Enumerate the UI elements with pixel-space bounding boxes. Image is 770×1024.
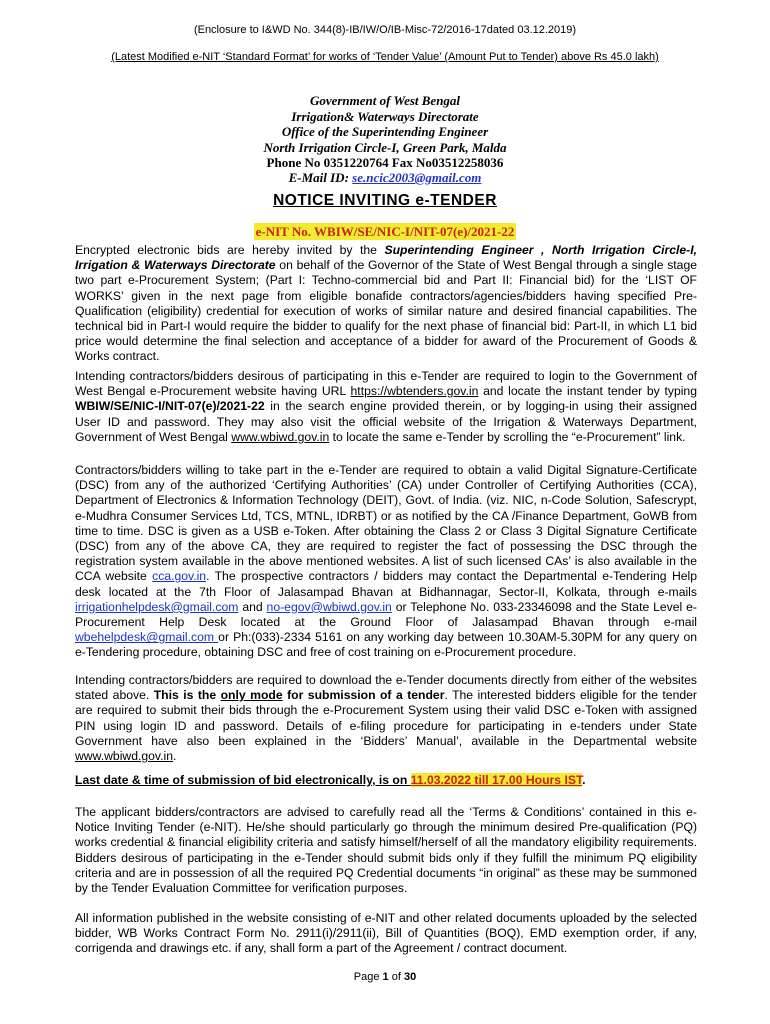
circle-address-line: North Irrigation Circle-I, Green Park, Malda (263, 140, 507, 155)
last-date-label: Last date & time of submission of bid electronically, is on (75, 773, 411, 787)
directorate-line: Irrigation& Waterways Directorate (291, 109, 479, 124)
p2-text-b: and locate the instant tender by typing (478, 384, 697, 399)
irrigation-helpdesk-email[interactable]: irrigationhelpdesk@gmail.com (75, 599, 239, 614)
p3-text-a: Contractors/bidders willing to take part in the e-Tender are required to obtain a valid Digital Signature-Certificate (DSC) from any of the authorized ‘Certifying Authorities’ (CA) under Controller of Certifying Authorities (CCA), Department of Electronics & Information Technology (DEIT), Govt. of India. (viz. NIC, n-Code Solution, Safescrypt, e-Mudhra Consumer Services Ltd, TCS, MTNL, IDRBT) or as notified by the CA /Finance Department, GoWB from time to time. DSC is given as a USB e-Token. After obtaining the Class 2 or Class 3 Digital Signature Certificate (DSC) from any of the above CA, they are required to register the fact of possessing the DSC through the registration system available in the above mentioned websites. A list of such licensed CAs’ is also available in the CCA website (75, 463, 697, 584)
p4-bold-b: for submission of a tender (282, 688, 445, 703)
p4-only-mode: only mode (220, 688, 283, 703)
p4-text-d: . (173, 749, 177, 764)
p2-text-a: Intending contractors/bidders desirous of participating in this e-Tender are required to login to the Government of West Bengal e-Procurement website having URL (75, 369, 697, 399)
wbiwd-link-2[interactable]: www.wbiwd.gov.in (75, 749, 173, 764)
last-date-line (75, 773, 697, 788)
paragraph-terms: The applicant bidders/contractors are advised to carefully read all the ‘Terms & Conditions’ contained in this e-Notice Inviting Tender (e-NIT). He/she should particularly go through the minimum desired Pre-qualification (PQ) works credential & financial eligibility criteria and satisfy himself/herself of all the mandatory eligibility requirements. Bidders desirous of participating in the e-Tender should submit bids only if they fulfill the minimum PQ eligibility criteria and are in possession of all the required PQ Credential documents “in original” as these may be summoned by the Tender Evaluation Committee for verification purposes. (75, 805, 697, 896)
p3-text-c: and (238, 599, 267, 614)
last-date-value: 11.03.2022 till 17.00 Hours IST (410, 773, 583, 787)
wbiwd-link[interactable]: www.wbiwd.gov.in (231, 429, 330, 444)
p1-issuer: Superintending Engineer , North Irrigation Circle-I, Irrigation & Waterways Directorate (75, 243, 697, 273)
govt-line: Government of West Bengal (309, 93, 461, 108)
p2-text-c: in the search engine provided therein, or by logging-in using their assigned User ID and password. They may also visit the official website of the Irrigation & Waterways Department, Government of West Bengal (75, 399, 697, 444)
p3-text-d: or Telephone No. 033-23346098 and the State Level e-Procurement Help Desk located at the Ground Floor of Jalasampad Bhavan through e-mail (75, 599, 697, 630)
email-line (0, 170, 770, 186)
cca-link[interactable]: cca.gov.in (152, 569, 207, 584)
p4-text-a: Intending contractors/bidders are required to download the e-Tender documents directly from either of the websites stated above. (75, 673, 697, 703)
email-link[interactable]: se.ncic2003@gmail.com (352, 170, 482, 185)
notice-title: NOTICE INVITING e-TENDER (273, 192, 497, 209)
tender-id: WBIW/SE/NIC-I/NIT-07(e)/2021-22 (75, 399, 265, 414)
p1-text-c: on behalf of the Governor of the State of West Bengal through a single stage two part e-Procurement System; (Part I: Techno-commercial bid and Part II: Financial bid) for the ‘LIST OF WORKS’ given in the next page from eligible bonafide contractors/agencies/bidders having specified Pre-Qualification (eligibility) credential for execution of works of similar nature and desired financial capabilities. The technical bid in Part-I would require the bidder to qualify for the next phase of financial bid: Part-II, in which L1 bid price would determine the final selection and acceptance of a bidder for award of the Procurement of Goods & Works contract. (75, 258, 698, 364)
p4-bold-a: This is the (153, 688, 221, 703)
page-current: 1 (382, 971, 389, 983)
email-label: E-Mail ID: (288, 170, 353, 185)
page-number (0, 971, 770, 983)
no-egov-email[interactable]: no-egov@wbiwd.gov.in (266, 599, 392, 614)
p2-text-d: to locate the same e-Tender by scrolling the “e-Procurement” link. (329, 429, 686, 444)
last-date-end: . (582, 773, 586, 787)
nit-number: e-NIT No. WBIW/SE/NIC-I/NIT-07(e)/2021-22 (255, 224, 515, 239)
modified-format-line: (Latest Modified e-NIT ‘Standard Format’ for works of ‘Tender Value’ (Amount Put to Tender) above Rs 45.0 lakh) (111, 51, 659, 63)
enclosure-line: (Enclosure to I&WD No. 344(8)-IB/IW/O/IB-Misc-72/2016-17dated 03.12.2019) (193, 24, 577, 36)
office-line: Office of the Superintending Engineer (281, 124, 489, 139)
page-label: Page (353, 971, 383, 983)
wbtenders-link[interactable]: https://wbtenders.gov.in (350, 384, 479, 399)
p4-text-c: . The interested bidders eligible for the tender are required to submit their bids through the e-Procurement System using their valid DSC e-Token with assigned PIN using login ID and password. Details of e-filing procedure for participating in e-tenders under State Government have also been explained in the ‘Bidders’ Manual’, available in the Departmental website (75, 688, 697, 748)
phone-fax-line: Phone No 0351220764 Fax No03512258036 (266, 155, 504, 170)
paragraph-dsc (75, 463, 697, 661)
paragraph-agreement: All information published in the website consisting of e-NIT and other related documents uploaded by the selected bidder, WB Works Contract Form No. 2911(i)/2911(ii), Bill of Quantities (BOQ), EMD exemption order, if any, corrigenda and drawings etc. if any, shall form a part of the Agreement / contract document. (75, 911, 697, 956)
p1-text-a: Encrypted electronic bids are hereby invited by the (75, 243, 385, 257)
page-total: 30 (403, 971, 417, 983)
wbehelpdesk-email[interactable]: wbehelpdesk@gmail.com (75, 630, 219, 645)
paragraph-download (75, 673, 697, 764)
page-of: of (388, 971, 404, 983)
p3-text-b: . The prospective contractors / bidders may contact the Departmental e-Tendering Help desk located at the 7th Floor of Jalasampad Bhavan at Bidhannagar, Sector-II, Kolkata, through e-mails (75, 569, 698, 599)
p3-text-e: or Ph:(033)-2334 5161 on any working day between 10.30AM-5.30PM for any query on e-Tendering procedure, obtaining DSC and free of cost training on e-Procurement procedure. (75, 630, 698, 660)
nit-number-wrap (0, 223, 770, 241)
paragraph-invitation (75, 243, 697, 365)
paragraph-login (75, 369, 697, 445)
